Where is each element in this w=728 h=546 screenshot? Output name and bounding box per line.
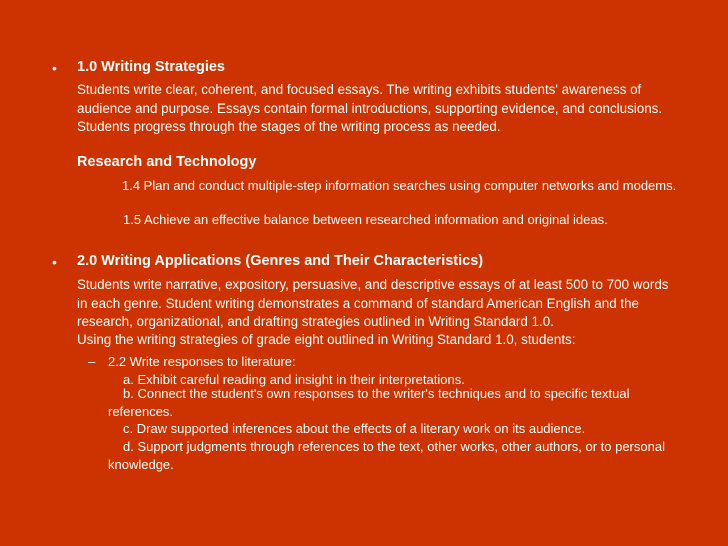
section2-subitem-a: a. Exhibit careful reading and insight in their interpretations.	[123, 372, 465, 387]
section2-subitem-c: c. Draw supported inferences about the effects of a literary work on its audience.	[123, 421, 586, 436]
section2-intro: Using the writing strategies of grade eight outlined in Writing Standard 1.0, students:	[77, 332, 576, 347]
section1-subtitle: Research and Technology	[77, 154, 257, 170]
section2-title: 2.0 Writing Applications (Genres and Their Characteristics)	[77, 253, 484, 269]
section2-subitem-d: d. Support judgments through references to the text, other works, other authors, or to personal knowledge.	[108, 439, 665, 472]
section2-bullet: •	[52, 254, 57, 270]
section1-description: Students write clear, coherent, and focused essays. The writing exhibits students' awareness of audience and purpose. Essays contain formal introductions, supporting evidence, and conclusions. Students progress through the stages of the writing process as needed.	[77, 82, 663, 134]
section2-standard: 2.2 Write responses to literature:	[108, 354, 296, 369]
section1-item-1: 1.4 Plan and conduct multiple-step information searches using computer networks and modems.	[122, 178, 677, 193]
section1-bullet: •	[52, 60, 57, 76]
section1-item-2: 1.5 Achieve an effective balance between researched information and original ideas.	[123, 212, 608, 227]
section1-title: 1.0 Writing Strategies	[77, 59, 225, 75]
section2-subitem-b: b. Connect the student's own responses to the writer's techniques and to specific textual references.	[108, 386, 630, 419]
section2-description: Students write narrative, expository, persuasive, and descriptive essays of at least 500 to 700 words in each genre. Student writing demonstrates a command of standard American English and the research, organizational, and drafting strategies outlined in Writing Standard 1.0.	[77, 277, 669, 329]
section2-dash: –	[88, 354, 96, 369]
